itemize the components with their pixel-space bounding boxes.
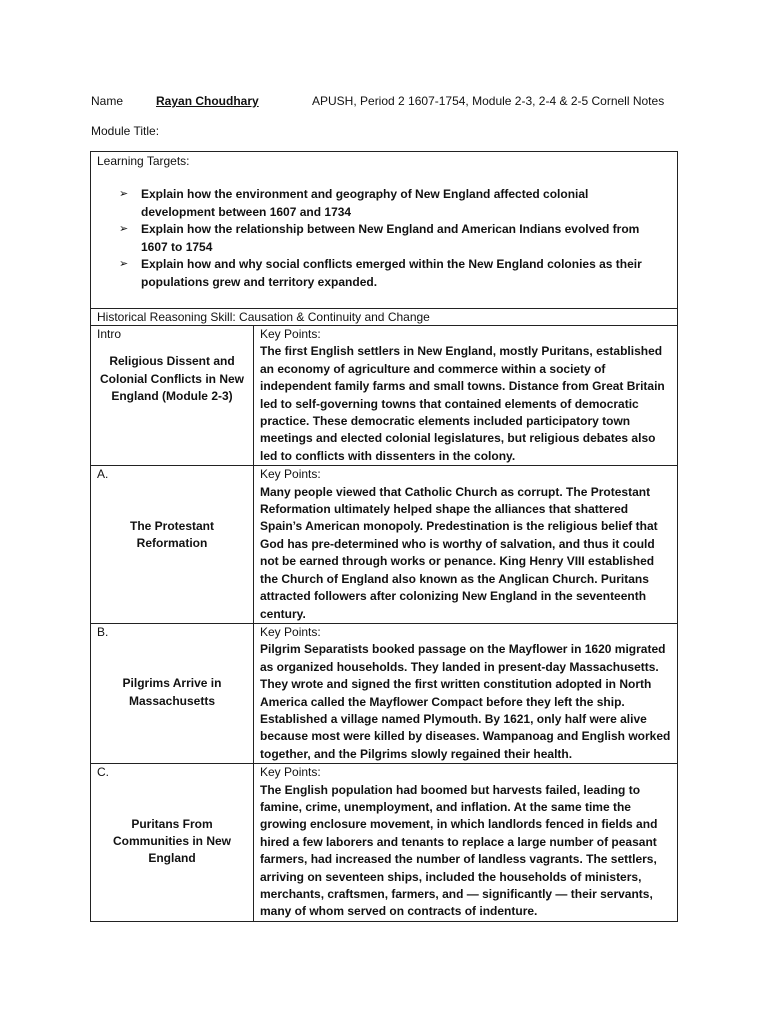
notes-cell bbox=[254, 623, 678, 763]
document-header bbox=[91, 94, 691, 112]
notes-cell bbox=[254, 764, 678, 922]
notes-text: Pilgrim Separatists booked passage on the Mayflower in 1620 migrated as organized households. They landed in present-day Massachusetts. They wrote and signed the first written constitution adopted in North America called the Mayflower Compact before they left the ship. Established a village named Plymouth. By 1621, only half were alive because most were killed by diseases. Wampanoag and English worked together, and the Pilgrims slowly regained their health. bbox=[260, 642, 671, 761]
skill-row bbox=[91, 309, 678, 326]
notes-cell bbox=[254, 466, 678, 624]
section-tag: Intro bbox=[97, 327, 122, 341]
arrow-bullet-icon: ➢ bbox=[119, 258, 129, 270]
section-topic: The Protestant Reformation bbox=[129, 518, 214, 551]
name-label: Name bbox=[91, 94, 124, 108]
learning-target-item: ➢ Explain how the relationship between New England and American Indians evolved from 1607 to 1754 bbox=[119, 222, 640, 254]
student-name: Rayan Choudhary bbox=[156, 94, 259, 108]
learning-target-item: ➢ Explain how and why social conflicts emerged within the New England colonies as their populations grew and territory expanded. bbox=[119, 257, 642, 289]
historical-reasoning-skill: Historical Reasoning Skill: Causation & Continuity and Change bbox=[91, 309, 678, 326]
notes-cell bbox=[254, 326, 678, 466]
cue-cell bbox=[91, 764, 254, 922]
learning-targets-list bbox=[119, 186, 644, 291]
cue-cell bbox=[91, 623, 254, 763]
cornell-notes-table bbox=[90, 308, 678, 922]
section-tag: C. bbox=[97, 765, 109, 780]
section-topic: Religious Dissent and Colonial Conflicts in New England (Module 2-3) bbox=[99, 354, 244, 404]
key-points-label: Key Points: bbox=[260, 327, 321, 341]
learning-targets-heading: Learning Targets: bbox=[97, 154, 190, 168]
notes-row bbox=[91, 326, 678, 466]
learning-targets-box bbox=[90, 151, 678, 309]
section-tag: B. bbox=[97, 624, 109, 639]
key-points-label: Key Points: bbox=[260, 765, 321, 780]
cue-cell bbox=[91, 326, 254, 466]
notes-row bbox=[91, 466, 678, 624]
key-points-label: Key Points: bbox=[260, 624, 321, 639]
key-points-label: Key Points: bbox=[260, 467, 321, 482]
module-title-label: Module Title: bbox=[91, 124, 160, 138]
course-title: APUSH, Period 2 1607-1754, Module 2-3, 2-4 & 2-5 Cornell Notes bbox=[312, 94, 665, 108]
section-topic: Pilgrims Arrive in Massachusetts bbox=[122, 676, 222, 708]
section-topic: Puritans From Communities in New England bbox=[112, 816, 231, 866]
notes-row bbox=[91, 623, 678, 763]
section-tag: A. bbox=[97, 467, 109, 482]
notes-row bbox=[91, 764, 678, 922]
cue-cell bbox=[91, 466, 254, 624]
arrow-bullet-icon: ➢ bbox=[119, 223, 129, 235]
learning-target-item: ➢ Explain how the environment and geography of New England affected colonial development between 1607 and 1734 bbox=[119, 187, 589, 219]
arrow-bullet-icon: ➢ bbox=[119, 188, 129, 200]
notes-text: Many people viewed that Catholic Church as corrupt. The Protestant Reformation ultimately helped shape the alliances that shattered Spain’s American monopoly. Predestination is the religious belief that God has pre-determined who is worthy of salvation, and thus it could not be earned through works or penance. King Henry VIII established the Church of England also known as the Anglican Church. Puritans attracted followers after colonizing New England in the seventeenth century. bbox=[260, 484, 658, 621]
notes-text: The first English settlers in New England, mostly Puritans, established an economy of agriculture and commerce within a society of independent family farms and small towns. Distance from Great Britain led to self-governing towns that contained elements of democratic practice. These democratic elements included participatory town meetings and elected colonial legislatures, but religious debates also led to conflicts with dissenters in the colony. bbox=[260, 344, 665, 463]
notes-text: The English population had boomed but harvests failed, leading to famine, crime, unemployment, and inflation. At the same time the growing enclosure movement, in which landlords fenced in fields and hired a few laborers and tenants to replace a large number of peasant farmers, had increased the number of landless vagrants. The settlers, arriving on seventeen ships, included the households of ministers, merchants, craftsmen, farmers, and — significantly — their servants, many of whom served on contracts of indenture. bbox=[260, 782, 658, 919]
